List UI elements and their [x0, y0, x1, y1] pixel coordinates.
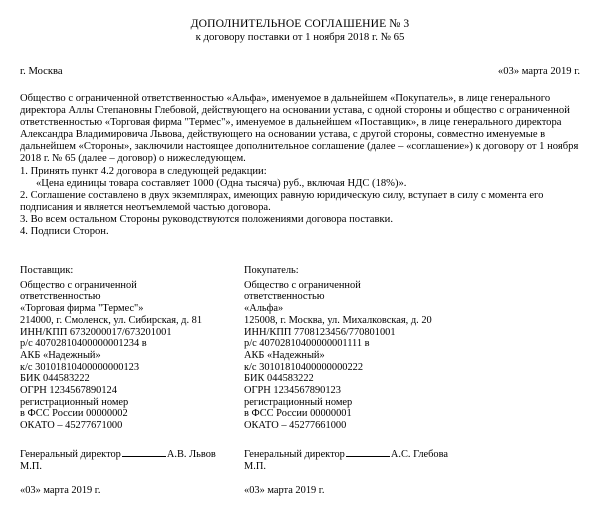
buyer-sign-name: А.С. Глебова: [390, 448, 449, 460]
buyer-heading: Покупатель:: [244, 265, 299, 276]
supplier-line: к/с 30101810400000000123: [20, 361, 140, 373]
clause-2: 2. Соглашение составлено в двух экземплярах, имеющих равную юридическую силу, вступает в силу с момента его подписания и является неотъемлемой частью договора.: [20, 189, 544, 213]
buyer-block: [244, 265, 474, 497]
supplier-sign-label: Генеральный директор: [20, 448, 121, 460]
preamble-paragraph: Общество с ограниченной ответственностью «Альфа», именуемое в дальнейшем «Покупатель», в лице генерального директора Аллы Степановны Глебовой, действующего на основании устава, с одной стороны и общество с ограниченной ответственностью «Торговая фирма "Термес"», именуемое в дальнейшем «Поставщик», в лице генерального директора Александра Владимировича Львова, действующего на основании устава, с другой стороны, совместно именуемые в дальнейшем «Стороны», заключили настоящее дополнительное соглашение (далее – «соглашение») к договору от 1 ноября 2018 г. № 65 (далее – договор) о нижеследующем.: [20, 93, 579, 165]
document-header: [0, 17, 600, 44]
buyer-line: ИНН/КПП 7708123456/770801001: [244, 326, 396, 338]
supplier-signature-line: [20, 447, 250, 461]
supplier-line: АКБ «Надежный»: [20, 349, 101, 361]
supplier-line: БИК 044583222: [20, 373, 90, 385]
supplier-sign-date: «03» марта 2019 г.: [20, 485, 101, 497]
clause-1-quote: «Цена единицы товара составляет 1000 (Одна тысяча) руб., включая НДС (18%)».: [36, 177, 407, 189]
buyer-line: АКБ «Надежный»: [244, 349, 325, 361]
document-subtitle: к договору поставки от 1 ноября 2018 г. № 65: [195, 30, 405, 43]
clause-3: 3. Во всем остальном Стороны руководствуются положениями договора поставки.: [20, 213, 393, 225]
supplier-line: ОГРН 1234567890124: [20, 385, 117, 397]
clause-1: 1. Принять пункт 4.2 договора в следующей редакции:: [20, 165, 267, 177]
buyer-stamp: М.П.: [244, 460, 266, 472]
document-body: [20, 93, 590, 238]
buyer-line: р/с 40702810400000001111 в: [244, 338, 370, 350]
buyer-signature-line: [244, 447, 474, 461]
buyer-line: к/с 30101810400000000222: [244, 361, 364, 373]
buyer-line: Общество с ограниченной: [244, 279, 361, 291]
supplier-line: регистрационный номер: [20, 396, 129, 408]
supplier-line: Общество с ограниченной: [20, 279, 137, 291]
buyer-line: ОГРН 1234567890123: [244, 385, 341, 397]
buyer-sign-label: Генеральный директор: [244, 448, 345, 460]
buyer-line: ответственностью: [244, 291, 325, 303]
buyer-line: 125008, г. Москва, ул. Михалковская, д. 20: [244, 314, 432, 326]
supplier-line: ответственностью: [20, 291, 101, 303]
document-date: «03» марта 2019 г.: [497, 66, 580, 77]
buyer-sign-date: «03» марта 2019 г.: [244, 485, 325, 497]
buyer-line: ОКАТО – 45277661000: [244, 420, 347, 432]
supplier-sign-name: А.В. Львов: [166, 448, 216, 460]
supplier-line: р/с 40702810400000001234 в: [20, 338, 147, 350]
supplier-line: ИНН/КПП 6732000017/673201001: [20, 326, 172, 338]
supplier-stamp: М.П.: [20, 460, 42, 472]
supplier-line: «Торговая фирма "Термес"»: [20, 303, 144, 315]
signature-blank: [122, 447, 166, 457]
supplier-line: 214000, г. Смоленск, ул. Сибирская, д. 81: [20, 314, 203, 326]
document-title: ДОПОЛНИТЕЛЬНОЕ СОГЛАШЕНИЕ № 3: [190, 17, 410, 30]
supplier-heading: Поставщик:: [20, 265, 74, 276]
buyer-line: «Альфа»: [244, 303, 284, 315]
supplier-line: в ФСС России 00000002: [20, 408, 128, 420]
signature-blank: [346, 447, 390, 457]
document-city: г. Москва: [20, 66, 63, 77]
buyer-line: регистрационный номер: [244, 396, 353, 408]
supplier-line: ОКАТО – 45277671000: [20, 420, 123, 432]
clause-4: 4. Подписи Сторон.: [20, 226, 109, 238]
buyer-line: в ФСС России 00000001: [244, 408, 352, 420]
supplier-block: [20, 265, 250, 497]
buyer-line: БИК 044583222: [244, 373, 314, 385]
